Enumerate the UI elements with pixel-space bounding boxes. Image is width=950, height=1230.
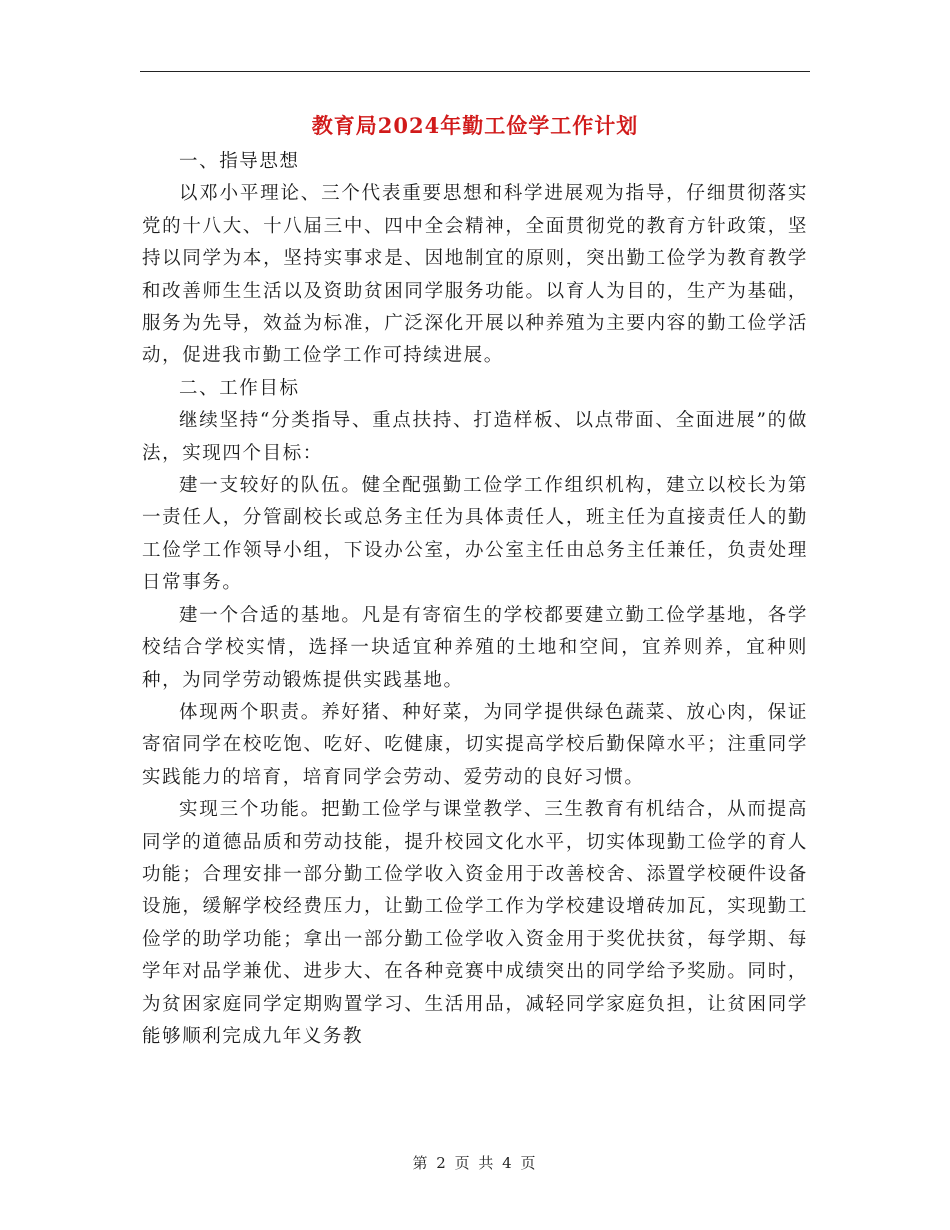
paragraph-two-duties: 体现两个职责。养好猪、种好菜，为同学提供绿色蔬菜、放心肉，保证寄宿同学在校吃饱、吃好、吃健康，切实提高学校后勤保障水平；注重同学实践能力的培育，培育同学会劳动、爱劳动的良好习惯。 bbox=[142, 701, 808, 788]
header-rule bbox=[140, 71, 810, 72]
paragraph-build-team: 建一支较好的队伍。健全配强勤工俭学工作组织机构，建立以校长为第一责任人，分管副校长或总务主任为具体责任人，班主任为直接责任人的勤工俭学工作领导小组，下设办公室，办公室主任由总务主任兼任，负责处理日常事务。 bbox=[142, 475, 808, 594]
section-heading-work-goals: 二、工作目标 bbox=[179, 377, 300, 399]
paragraph-build-base: 建一个合适的基地。凡是有寄宿生的学校都要建立勤工俭学基地，各学校结合学校实情，选择一块适宜种养殖的土地和空间，宜养则养，宜种则种，为同学劳动锻炼提供实践基地。 bbox=[142, 604, 808, 691]
paragraph-goals-intro: 继续坚持“分类指导、重点扶持、打造样板、以点带面、全面进展”的做法，实现四个目标： bbox=[142, 410, 808, 464]
page-number-footer: 第 2 页 共 4 页 bbox=[412, 1154, 538, 1172]
document-title: 教育局2024年勤工俭学工作计划 bbox=[311, 113, 639, 138]
paragraph-three-functions: 实现三个功能。把勤工俭学与课堂教学、三生教育有机结合，从而提高同学的道德品质和劳动技能，提升校园文化水平，切实体现勤工俭学的育人功能；合理安排一部分勤工俭学收入资金用于改善校舍、添置学校硬件设备设施，缓解学校经费压力，让勤工俭学工作为学校建设增砖加瓦，实现勤工俭学的助学功能；拿出一部分勤工俭学收入资金用于奖优扶贫，每学期、每学年对品学兼优、进步大、在各种竞赛中成绩突出的同学给予奖励。同时，为贫困家庭同学定期购置学习、生活用品，减轻同学家庭负担，让贫困同学能够顺利完成九年义务教 bbox=[142, 799, 808, 1047]
document-body bbox=[142, 146, 808, 1053]
section-heading-guiding-ideology: 一、指导思想 bbox=[179, 151, 300, 172]
paragraph-guiding-ideology: 以邓小平理论、三个代表重要思想和科学进展观为指导，仔细贯彻落实党的十八大、十八届三中、四中全会精神，全面贯彻党的教育方针政策，坚持以同学为本，坚持实事求是、因地制宜的原则，突出勤工俭学为教育教学和改善师生生活以及资助贫困同学服务功能。以育人为目的，生产为基础，服务为先导，效益为标准，广泛深化开展以种养殖为主要内容的勤工俭学活动，促进我市勤工俭学工作可持续进展。 bbox=[142, 183, 808, 367]
